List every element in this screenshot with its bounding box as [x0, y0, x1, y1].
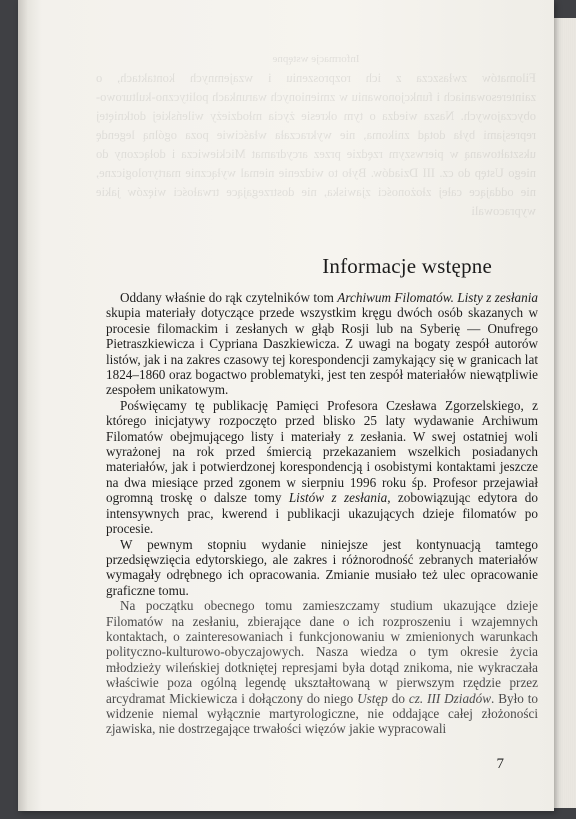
chapter-title: Informacje wstępne: [322, 254, 492, 278]
text-run: , zobowiązując edytora do intensywnych prac, kwerend i publikacji ukazujących dzieje filomatów po procesie.: [106, 490, 538, 537]
italic-run: Listów z zesłania: [288, 490, 388, 506]
page-number: 7: [496, 756, 504, 772]
body-text: [106, 290, 538, 737]
italic-run: Archiwum Filomatów. Listy z zesłania: [337, 290, 538, 305]
italic-run: Ustęp: [357, 690, 388, 706]
text-run: Oddany właśnie do rąk czytelników tom: [120, 290, 338, 305]
bleed-through-body: Filomatów zwłaszcza z ich rozproszeniu i wzajemnych kontaktach, o zainteresowaniach i funkcjonowaniu w zmienionych warunkach polityczno-kulturowo-obyczajowych. Nasza wiedza o tym okresie życia młodzieży wileńskiej dotkniętej represjami była dotąd znikoma, nie wykraczała właściwie poza ogólną legendę ukształtowaną w pierwszym rzędzie przez arcydramat Mickiewicza i dołączony do niego Ustęp do cz. III Dziadów. Było to widzenie niemal wyłącznie martyrologiczne, nie oddające całej złożoności zjawiska, nie dostrzegające trwałości więzów jakie wypracowali: [96, 71, 536, 218]
paragraph: [106, 537, 538, 599]
italic-run: cz. III Dziadów: [408, 690, 492, 706]
paragraph: [106, 290, 538, 398]
paragraph: [106, 598, 538, 737]
text-run: Poświęcamy tę publikację Pamięci Profesora Czesława Zgorzelskiego, z którego inicjatywy rozpoczęto przed blisko 25 laty wydawanie Archiwum Filomatów obejmującego listy i materiały z zesłania. W swej ostatniej woli wyrażonej na rok przed śmiercią przekazaniem wszelkich posiadanych materiałów, jak i potwierdzonej korespondencją i osobistymi kontaktami jeszcze na dwa miesiące przed zgonem w sierpniu 1996 roku śp. Profesor przejawiał ogromną troskę o dalsze tomy: [106, 397, 538, 506]
text-run: W pewnym stopniu wydanie niniejsze jest kontynuacją tamtego przedsięwzięcia edytorskiego, ale zakres i różnorodność zebranych materiałów wymagały odrębnego ich opracowania. Zmianie musiało też ulec opracowanie graficzne tomu.: [106, 536, 538, 598]
book-page: [18, 0, 554, 811]
text-run: skupia materiały dotyczące przede wszystkim kręgu dwóch osób skazanych w procesie filomackim i zesłanych w głąb Rosji lub na Syberię — Onufrego Pietraszkiewicza i Cypriana Daszkiewicza. Z uwagi na bogaty zespół autorów listów, jak i na zakres czasowy tej korespondencji zamykający się w granicach lat 1824–1860 oraz bogactwo problematyki, jest ten zespół materiałów niewątpliwie zespołem unikatowym.: [106, 305, 538, 398]
text-run: do: [387, 690, 409, 706]
paragraph: [106, 398, 538, 537]
bleed-through-header: Informacje wstępne: [272, 53, 360, 65]
text-run: Na początku obecnego tomu zamieszczamy studium ukazujące dzieje Filomatów na zesłaniu, zbierające dane o ich rozproszeniu i wzajemnych kontaktach, o zainteresowaniach i funkcjonowaniu w zmienionych warunkach polityczno-kulturowo-obyczajowych. Nasza wiedza o tym okresie życia młodzieży wileńskiej dotkniętej represjami była dotąd znikoma, nie wykraczała właściwie poza ogólną legendę ukształtowaną w pierwszym rzędzie przez arcydramat Mickiewicza i dołączony do niego: [106, 598, 538, 706]
text-run: . Było to widzenie niemal wyłącznie martyrologiczne, nie oddające całej złożoności zjawiska, nie dostrzegające trwałości więzów jakie wypracowali: [106, 690, 539, 737]
bleed-through-text: [96, 50, 536, 250]
